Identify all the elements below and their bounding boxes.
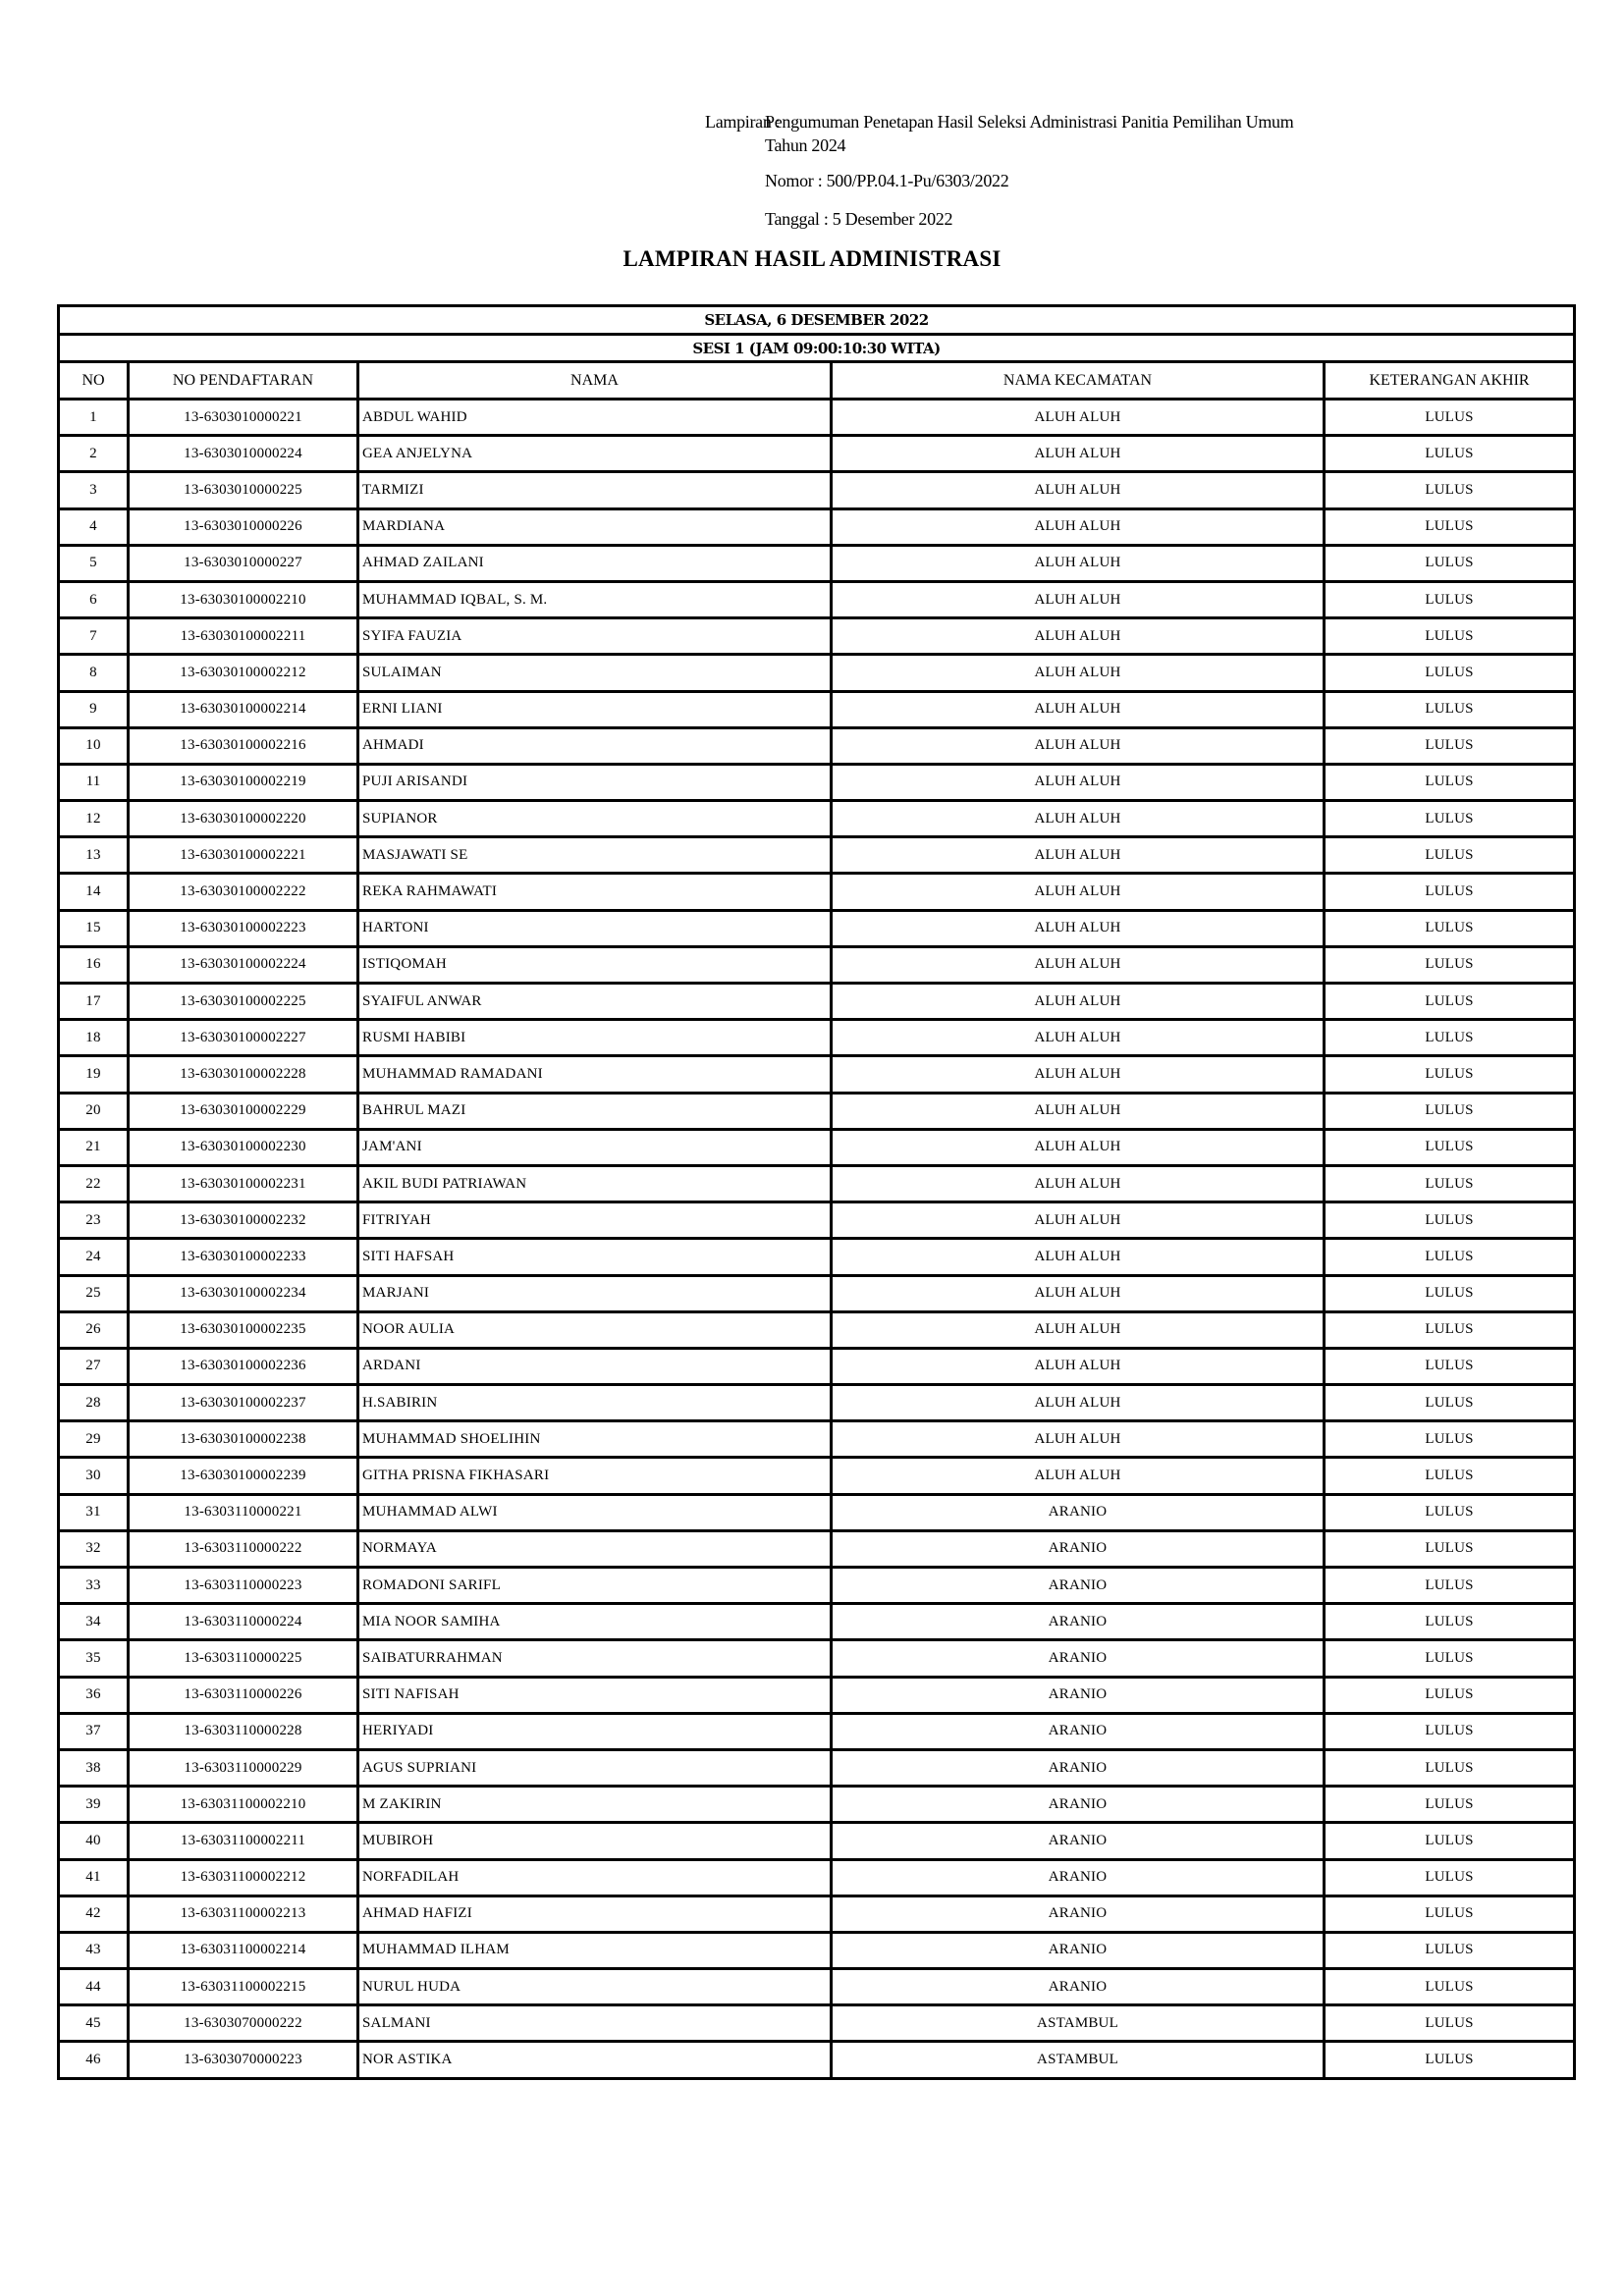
document-date: Tanggal : 5 Desember 2022 xyxy=(765,209,953,229)
cell-no: 6 xyxy=(59,581,129,617)
table-row xyxy=(59,1640,1575,1677)
cell-name: REKA RAHMAWATI xyxy=(358,874,832,910)
table-row xyxy=(59,1348,1575,1384)
cell-no: 26 xyxy=(59,1311,129,1348)
column-header-no: NO xyxy=(59,362,129,400)
cell-registration-number: 13-6303110000229 xyxy=(129,1749,358,1786)
cell-no: 2 xyxy=(59,436,129,472)
lampiran-label: Lampiran : xyxy=(705,112,781,132)
table-row xyxy=(59,1932,1575,1968)
cell-kecamatan: ALUH ALUH xyxy=(832,655,1325,691)
table-row xyxy=(59,472,1575,508)
cell-status: LULUS xyxy=(1325,910,1575,946)
cell-no: 37 xyxy=(59,1713,129,1749)
cell-kecamatan: ARANIO xyxy=(832,1823,1325,1859)
cell-registration-number: 13-6303110000223 xyxy=(129,1568,358,1604)
cell-kecamatan: ALUH ALUH xyxy=(832,1421,1325,1458)
cell-status: LULUS xyxy=(1325,1568,1575,1604)
table-row xyxy=(59,1749,1575,1786)
cell-no: 4 xyxy=(59,508,129,545)
cell-status: LULUS xyxy=(1325,1458,1575,1494)
table-row xyxy=(59,837,1575,874)
cell-no: 15 xyxy=(59,910,129,946)
cell-name: NURUL HUDA xyxy=(358,1969,832,2005)
cell-no: 32 xyxy=(59,1530,129,1567)
day-header: SELASA, 6 DESEMBER 2022 xyxy=(59,306,1575,335)
cell-status: LULUS xyxy=(1325,1713,1575,1749)
cell-name: MUBIROH xyxy=(358,1823,832,1859)
cell-registration-number: 13-6303010000226 xyxy=(129,508,358,545)
cell-name: ABDUL WAHID xyxy=(358,400,832,436)
cell-kecamatan: ARANIO xyxy=(832,1969,1325,2005)
cell-kecamatan: ALUH ALUH xyxy=(832,1202,1325,1239)
cell-no: 33 xyxy=(59,1568,129,1604)
cell-no: 25 xyxy=(59,1275,129,1311)
cell-name: JAM'ANI xyxy=(358,1129,832,1165)
cell-kecamatan: ALUH ALUH xyxy=(832,400,1325,436)
cell-kecamatan: ALUH ALUH xyxy=(832,910,1325,946)
cell-kecamatan: ARANIO xyxy=(832,1787,1325,1823)
table-row xyxy=(59,1275,1575,1311)
cell-kecamatan: ARANIO xyxy=(832,1749,1325,1786)
cell-no: 28 xyxy=(59,1385,129,1421)
cell-name: MUHAMMAD ILHAM xyxy=(358,1932,832,1968)
cell-no: 9 xyxy=(59,691,129,727)
table-row xyxy=(59,1677,1575,1713)
cell-status: LULUS xyxy=(1325,1749,1575,1786)
cell-registration-number: 13-63030100002232 xyxy=(129,1202,358,1239)
cell-no: 13 xyxy=(59,837,129,874)
cell-no: 44 xyxy=(59,1969,129,2005)
cell-kecamatan: ALUH ALUH xyxy=(832,1311,1325,1348)
table-row xyxy=(59,1385,1575,1421)
cell-registration-number: 13-63031100002212 xyxy=(129,1859,358,1896)
cell-name: PUJI ARISANDI xyxy=(358,764,832,800)
cell-no: 35 xyxy=(59,1640,129,1677)
cell-status: LULUS xyxy=(1325,1677,1575,1713)
results-table xyxy=(57,304,1576,2080)
cell-registration-number: 13-6303110000225 xyxy=(129,1640,358,1677)
cell-registration-number: 13-63031100002211 xyxy=(129,1823,358,1859)
cell-no: 16 xyxy=(59,946,129,983)
cell-name: MASJAWATI SE xyxy=(358,837,832,874)
cell-no: 14 xyxy=(59,874,129,910)
cell-name: MUHAMMAD RAMADANI xyxy=(358,1056,832,1093)
day-header-row xyxy=(59,306,1575,335)
cell-registration-number: 13-63031100002210 xyxy=(129,1787,358,1823)
table-row xyxy=(59,1129,1575,1165)
cell-no: 23 xyxy=(59,1202,129,1239)
cell-registration-number: 13-63030100002229 xyxy=(129,1093,358,1129)
cell-status: LULUS xyxy=(1325,1093,1575,1129)
cell-status: LULUS xyxy=(1325,1896,1575,1932)
cell-name: SITI HAFSAH xyxy=(358,1239,832,1275)
cell-name: SAIBATURRAHMAN xyxy=(358,1640,832,1677)
cell-no: 20 xyxy=(59,1093,129,1129)
cell-no: 19 xyxy=(59,1056,129,1093)
cell-registration-number: 13-63031100002214 xyxy=(129,1932,358,1968)
cell-kecamatan: ALUH ALUH xyxy=(832,581,1325,617)
table-row xyxy=(59,1311,1575,1348)
cell-name: BAHRUL MAZI xyxy=(358,1093,832,1129)
table-row xyxy=(59,1202,1575,1239)
cell-kecamatan: ALUH ALUH xyxy=(832,1056,1325,1093)
cell-status: LULUS xyxy=(1325,1932,1575,1968)
cell-registration-number: 13-63030100002227 xyxy=(129,1020,358,1056)
cell-registration-number: 13-63030100002224 xyxy=(129,946,358,983)
cell-name: SULAIMAN xyxy=(358,655,832,691)
cell-name: HARTONI xyxy=(358,910,832,946)
cell-no: 29 xyxy=(59,1421,129,1458)
lampiran-subject-line: Tahun 2024 xyxy=(765,135,846,155)
table-row xyxy=(59,1969,1575,2005)
cell-kecamatan: ALUH ALUH xyxy=(832,1129,1325,1165)
cell-registration-number: 13-63030100002239 xyxy=(129,1458,358,1494)
cell-registration-number: 13-63030100002230 xyxy=(129,1129,358,1165)
cell-registration-number: 13-63030100002225 xyxy=(129,984,358,1020)
table-row xyxy=(59,874,1575,910)
cell-status: LULUS xyxy=(1325,1020,1575,1056)
column-header-row xyxy=(59,362,1575,400)
cell-name: SYIFA FAUZIA xyxy=(358,618,832,655)
cell-registration-number: 13-6303010000221 xyxy=(129,400,358,436)
table-row xyxy=(59,910,1575,946)
cell-no: 45 xyxy=(59,2005,129,2042)
cell-name: AKIL BUDI PATRIAWAN xyxy=(358,1165,832,1201)
cell-registration-number: 13-6303010000227 xyxy=(129,545,358,581)
cell-kecamatan: ALUH ALUH xyxy=(832,1348,1325,1384)
table-row xyxy=(59,1421,1575,1458)
cell-kecamatan: ASTAMBUL xyxy=(832,2042,1325,2078)
cell-kecamatan: ALUH ALUH xyxy=(832,1385,1325,1421)
cell-name: GITHA PRISNA FIKHASARI xyxy=(358,1458,832,1494)
cell-no: 27 xyxy=(59,1348,129,1384)
cell-name: H.SABIRIN xyxy=(358,1385,832,1421)
cell-name: MUHAMMAD SHOELIHIN xyxy=(358,1421,832,1458)
table-row xyxy=(59,1020,1575,1056)
cell-registration-number: 13-6303110000224 xyxy=(129,1604,358,1640)
cell-status: LULUS xyxy=(1325,1969,1575,2005)
cell-status: LULUS xyxy=(1325,508,1575,545)
cell-no: 21 xyxy=(59,1129,129,1165)
cell-kecamatan: ARANIO xyxy=(832,1640,1325,1677)
cell-status: LULUS xyxy=(1325,1202,1575,1239)
cell-no: 43 xyxy=(59,1932,129,1968)
cell-kecamatan: ALUH ALUH xyxy=(832,764,1325,800)
table-row xyxy=(59,655,1575,691)
cell-no: 17 xyxy=(59,984,129,1020)
cell-status: LULUS xyxy=(1325,472,1575,508)
cell-status: LULUS xyxy=(1325,984,1575,1020)
cell-status: LULUS xyxy=(1325,1056,1575,1093)
column-header-status: KETERANGAN AKHIR xyxy=(1325,362,1575,400)
cell-kecamatan: ALUH ALUH xyxy=(832,727,1325,764)
cell-name: SALMANI xyxy=(358,2005,832,2042)
cell-registration-number: 13-63030100002212 xyxy=(129,655,358,691)
table-row xyxy=(59,1165,1575,1201)
cell-name: ERNI LIANI xyxy=(358,691,832,727)
cell-kecamatan: ALUH ALUH xyxy=(832,837,1325,874)
cell-registration-number: 13-63030100002234 xyxy=(129,1275,358,1311)
cell-name: TARMIZI xyxy=(358,472,832,508)
table-row xyxy=(59,618,1575,655)
cell-kecamatan: ASTAMBUL xyxy=(832,2005,1325,2042)
cell-kecamatan: ALUH ALUH xyxy=(832,1165,1325,1201)
cell-kecamatan: ARANIO xyxy=(832,1677,1325,1713)
lampiran-subject-line: Pengumuman Penetapan Hasil Seleksi Administrasi Panitia Pemilihan Umum xyxy=(765,112,1294,132)
cell-no: 8 xyxy=(59,655,129,691)
cell-no: 39 xyxy=(59,1787,129,1823)
cell-kecamatan: ALUH ALUH xyxy=(832,472,1325,508)
table-row xyxy=(59,2005,1575,2042)
table-row xyxy=(59,801,1575,837)
cell-registration-number: 13-63030100002220 xyxy=(129,801,358,837)
document-title xyxy=(0,246,1624,272)
cell-name: NORFADILAH xyxy=(358,1859,832,1896)
cell-name: ARDANI xyxy=(358,1348,832,1384)
cell-kecamatan: ARANIO xyxy=(832,1494,1325,1530)
cell-registration-number: 13-63030100002238 xyxy=(129,1421,358,1458)
cell-status: LULUS xyxy=(1325,1494,1575,1530)
cell-status: LULUS xyxy=(1325,1530,1575,1567)
table-row xyxy=(59,1896,1575,1932)
cell-registration-number: 13-6303010000224 xyxy=(129,436,358,472)
table-row xyxy=(59,1823,1575,1859)
cell-kecamatan: ALUH ALUH xyxy=(832,618,1325,655)
cell-status: LULUS xyxy=(1325,1787,1575,1823)
cell-registration-number: 13-63030100002228 xyxy=(129,1056,358,1093)
cell-status: LULUS xyxy=(1325,1275,1575,1311)
cell-kecamatan: ARANIO xyxy=(832,1713,1325,1749)
cell-registration-number: 13-63031100002213 xyxy=(129,1896,358,1932)
cell-registration-number: 13-6303110000228 xyxy=(129,1713,358,1749)
cell-registration-number: 13-63030100002214 xyxy=(129,691,358,727)
lampiran-subject xyxy=(765,110,1609,157)
cell-name: ROMADONI SARIFL xyxy=(358,1568,832,1604)
cell-kecamatan: ALUH ALUH xyxy=(832,691,1325,727)
cell-name: NORMAYA xyxy=(358,1530,832,1567)
session-header-row xyxy=(59,335,1575,362)
cell-status: LULUS xyxy=(1325,946,1575,983)
cell-kecamatan: ALUH ALUH xyxy=(832,436,1325,472)
document-number: Nomor : 500/PP.04.1-Pu/6303/2022 xyxy=(765,171,1009,190)
cell-status: LULUS xyxy=(1325,655,1575,691)
column-header-name: NAMA xyxy=(358,362,832,400)
cell-registration-number: 13-6303110000222 xyxy=(129,1530,358,1567)
cell-status: LULUS xyxy=(1325,400,1575,436)
cell-no: 18 xyxy=(59,1020,129,1056)
table-row xyxy=(59,1604,1575,1640)
cell-name: NOR ASTIKA xyxy=(358,2042,832,2078)
cell-kecamatan: ALUH ALUH xyxy=(832,1239,1325,1275)
table-row xyxy=(59,691,1575,727)
cell-status: LULUS xyxy=(1325,1311,1575,1348)
table-row xyxy=(59,1859,1575,1896)
cell-name: SUPIANOR xyxy=(358,801,832,837)
cell-name: MARJANI xyxy=(358,1275,832,1311)
cell-status: LULUS xyxy=(1325,1823,1575,1859)
cell-no: 46 xyxy=(59,2042,129,2078)
cell-registration-number: 13-63030100002211 xyxy=(129,618,358,655)
cell-name: MARDIANA xyxy=(358,508,832,545)
cell-no: 38 xyxy=(59,1749,129,1786)
cell-no: 11 xyxy=(59,764,129,800)
cell-status: LULUS xyxy=(1325,545,1575,581)
table-row xyxy=(59,727,1575,764)
cell-kecamatan: ARANIO xyxy=(832,1604,1325,1640)
table-row xyxy=(59,400,1575,436)
cell-status: LULUS xyxy=(1325,1385,1575,1421)
cell-registration-number: 13-63030100002219 xyxy=(129,764,358,800)
cell-registration-number: 13-6303110000226 xyxy=(129,1677,358,1713)
cell-status: LULUS xyxy=(1325,727,1575,764)
cell-status: LULUS xyxy=(1325,436,1575,472)
table-row xyxy=(59,1093,1575,1129)
table-row xyxy=(59,1494,1575,1530)
cell-registration-number: 13-63030100002222 xyxy=(129,874,358,910)
cell-name: FITRIYAH xyxy=(358,1202,832,1239)
cell-kecamatan: ARANIO xyxy=(832,1530,1325,1567)
cell-kecamatan: ALUH ALUH xyxy=(832,984,1325,1020)
cell-name: HERIYADI xyxy=(358,1713,832,1749)
cell-registration-number: 13-63030100002216 xyxy=(129,727,358,764)
cell-name: AHMAD ZAILANI xyxy=(358,545,832,581)
cell-no: 1 xyxy=(59,400,129,436)
cell-status: LULUS xyxy=(1325,2042,1575,2078)
cell-no: 3 xyxy=(59,472,129,508)
cell-name: NOOR AULIA xyxy=(358,1311,832,1348)
cell-no: 41 xyxy=(59,1859,129,1896)
cell-status: LULUS xyxy=(1325,874,1575,910)
cell-no: 12 xyxy=(59,801,129,837)
cell-registration-number: 13-63030100002237 xyxy=(129,1385,358,1421)
cell-kecamatan: ARANIO xyxy=(832,1932,1325,1968)
cell-kecamatan: ARANIO xyxy=(832,1859,1325,1896)
cell-status: LULUS xyxy=(1325,1129,1575,1165)
cell-registration-number: 13-63030100002210 xyxy=(129,581,358,617)
cell-name: AHMAD HAFIZI xyxy=(358,1896,832,1932)
cell-status: LULUS xyxy=(1325,2005,1575,2042)
cell-name: MUHAMMAD ALWI xyxy=(358,1494,832,1530)
table-row xyxy=(59,1239,1575,1275)
cell-no: 7 xyxy=(59,618,129,655)
cell-no: 42 xyxy=(59,1896,129,1932)
cell-registration-number: 13-63030100002236 xyxy=(129,1348,358,1384)
cell-registration-number: 13-63031100002215 xyxy=(129,1969,358,2005)
cell-kecamatan: ALUH ALUH xyxy=(832,1275,1325,1311)
cell-name: SYAIFUL ANWAR xyxy=(358,984,832,1020)
cell-status: LULUS xyxy=(1325,691,1575,727)
table-row xyxy=(59,545,1575,581)
cell-kecamatan: ARANIO xyxy=(832,1896,1325,1932)
cell-no: 30 xyxy=(59,1458,129,1494)
lampiran-header xyxy=(705,110,1609,157)
cell-status: LULUS xyxy=(1325,837,1575,874)
cell-kecamatan: ALUH ALUH xyxy=(832,1020,1325,1056)
cell-status: LULUS xyxy=(1325,801,1575,837)
cell-name: SITI NAFISAH xyxy=(358,1677,832,1713)
table-row xyxy=(59,508,1575,545)
cell-status: LULUS xyxy=(1325,581,1575,617)
table-row xyxy=(59,764,1575,800)
table-row xyxy=(59,1568,1575,1604)
table-row xyxy=(59,1056,1575,1093)
cell-kecamatan: ALUH ALUH xyxy=(832,1458,1325,1494)
cell-registration-number: 13-63030100002223 xyxy=(129,910,358,946)
cell-registration-number: 13-6303110000221 xyxy=(129,1494,358,1530)
table-row xyxy=(59,1530,1575,1567)
cell-name: MUHAMMAD IQBAL, S. M. xyxy=(358,581,832,617)
cell-kecamatan: ALUH ALUH xyxy=(832,545,1325,581)
cell-status: LULUS xyxy=(1325,1640,1575,1677)
table-row xyxy=(59,1713,1575,1749)
cell-kecamatan: ALUH ALUH xyxy=(832,801,1325,837)
column-header-registration: NO PENDAFTARAN xyxy=(129,362,358,400)
cell-status: LULUS xyxy=(1325,764,1575,800)
cell-status: LULUS xyxy=(1325,1604,1575,1640)
cell-registration-number: 13-6303010000225 xyxy=(129,472,358,508)
table-row xyxy=(59,2042,1575,2078)
cell-registration-number: 13-63030100002233 xyxy=(129,1239,358,1275)
cell-status: LULUS xyxy=(1325,1165,1575,1201)
cell-no: 5 xyxy=(59,545,129,581)
results-table-body xyxy=(59,400,1575,2079)
column-header-kecamatan: NAMA KECAMATAN xyxy=(832,362,1325,400)
cell-status: LULUS xyxy=(1325,618,1575,655)
cell-name: GEA ANJELYNA xyxy=(358,436,832,472)
session-header: SESI 1 (JAM 09:00:10:30 WITA) xyxy=(59,335,1575,362)
document-title-text: LAMPIRAN HASIL ADMINISTRASI xyxy=(623,246,1001,271)
cell-no: 22 xyxy=(59,1165,129,1201)
cell-status: LULUS xyxy=(1325,1859,1575,1896)
cell-registration-number: 13-63030100002231 xyxy=(129,1165,358,1201)
cell-no: 36 xyxy=(59,1677,129,1713)
cell-name: ISTIQOMAH xyxy=(358,946,832,983)
cell-registration-number: 13-63030100002221 xyxy=(129,837,358,874)
cell-status: LULUS xyxy=(1325,1348,1575,1384)
cell-no: 10 xyxy=(59,727,129,764)
cell-no: 24 xyxy=(59,1239,129,1275)
table-row xyxy=(59,1458,1575,1494)
cell-no: 34 xyxy=(59,1604,129,1640)
cell-registration-number: 13-6303070000223 xyxy=(129,2042,358,2078)
cell-name: AHMADI xyxy=(358,727,832,764)
cell-status: LULUS xyxy=(1325,1421,1575,1458)
cell-no: 31 xyxy=(59,1494,129,1530)
cell-kecamatan: ALUH ALUH xyxy=(832,874,1325,910)
cell-no: 40 xyxy=(59,1823,129,1859)
cell-name: M ZAKIRIN xyxy=(358,1787,832,1823)
table-row xyxy=(59,581,1575,617)
cell-kecamatan: ALUH ALUH xyxy=(832,508,1325,545)
table-row xyxy=(59,436,1575,472)
cell-name: MIA NOOR SAMIHA xyxy=(358,1604,832,1640)
table-row xyxy=(59,984,1575,1020)
cell-registration-number: 13-63030100002235 xyxy=(129,1311,358,1348)
cell-kecamatan: ALUH ALUH xyxy=(832,1093,1325,1129)
cell-registration-number: 13-6303070000222 xyxy=(129,2005,358,2042)
table-row xyxy=(59,1787,1575,1823)
table-row xyxy=(59,946,1575,983)
cell-kecamatan: ALUH ALUH xyxy=(832,946,1325,983)
cell-kecamatan: ARANIO xyxy=(832,1568,1325,1604)
cell-status: LULUS xyxy=(1325,1239,1575,1275)
cell-name: AGUS SUPRIANI xyxy=(358,1749,832,1786)
cell-name: RUSMI HABIBI xyxy=(358,1020,832,1056)
